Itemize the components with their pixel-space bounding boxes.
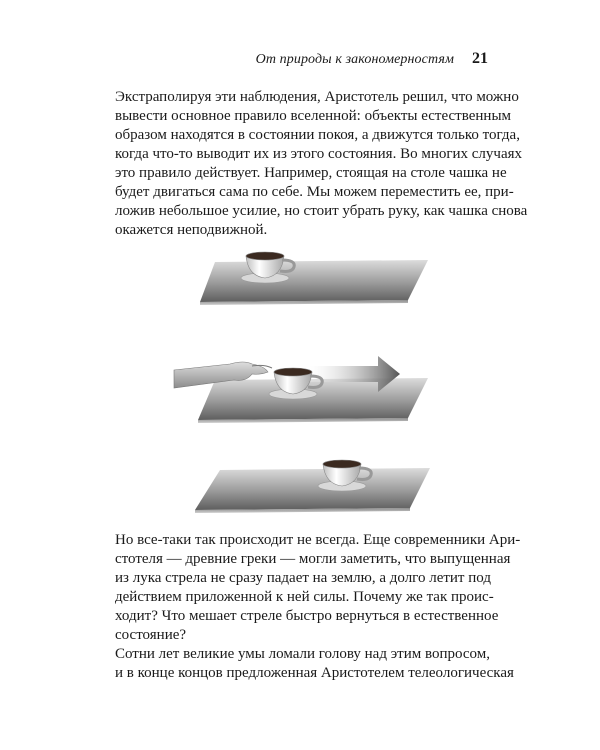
coffee-surface bbox=[246, 252, 284, 260]
text-line: Экстраполируя эти наблюдения, Аристотель решил, что можно bbox=[115, 89, 519, 105]
table-top bbox=[200, 260, 428, 302]
table-top bbox=[195, 468, 430, 510]
text-line: Но все-таки так происходит не всегда. Еще современники Ари- bbox=[115, 532, 521, 548]
paragraph-arrow-question bbox=[115, 531, 521, 645]
text-line: будет двигаться сама по себе. Мы можем переместить ее, при- bbox=[115, 184, 514, 200]
text-line: это правило действует. Например, стоящая на столе чашка не bbox=[115, 165, 507, 181]
table-panel-2 bbox=[198, 378, 428, 423]
text-line: когда что-то выводит их из этого состояния. Во многих случаях bbox=[115, 146, 523, 162]
text-line: ходит? Что мешает стреле быстро вернуться в естественное bbox=[115, 608, 499, 624]
table-panel-3 bbox=[195, 468, 430, 513]
text-line: состояние? bbox=[115, 627, 187, 643]
text-line: действием приложенной к ней силы. Почему же так проис- bbox=[115, 589, 494, 605]
text-line: и в конце концов предложенная Аристотелем телеологическая bbox=[115, 665, 514, 681]
coffee-surface bbox=[323, 460, 361, 468]
text-line: окажется неподвижной. bbox=[115, 222, 268, 238]
text-line: стотеля — древние греки — могли заметить, что выпущенная bbox=[115, 551, 511, 567]
table-panel-1 bbox=[200, 260, 428, 305]
text-line: ложив небольшое усилие, но стоит убрать руку, как чашка снова bbox=[115, 203, 528, 219]
paragraph-great-minds bbox=[115, 645, 514, 683]
text-line: Сотни лет великие умы ломали голову над этим вопросом, bbox=[115, 646, 490, 662]
running-head bbox=[115, 50, 488, 72]
text-line: вывести основное правило вселенной: объекты естественным bbox=[115, 108, 512, 124]
text-line: из лука стрела не сразу падает на землю, а долго летит под bbox=[115, 570, 491, 586]
paragraph-aristotle-rule bbox=[115, 88, 528, 240]
table-top bbox=[198, 378, 428, 420]
cup-on-table-illustration bbox=[160, 238, 480, 518]
running-title: От природы к закономерностям bbox=[255, 52, 454, 67]
coffee-surface bbox=[274, 368, 312, 376]
text-line: образом находятся в состоянии покоя, а движутся только тогда, bbox=[115, 127, 520, 143]
page-number: 21 bbox=[472, 50, 488, 67]
